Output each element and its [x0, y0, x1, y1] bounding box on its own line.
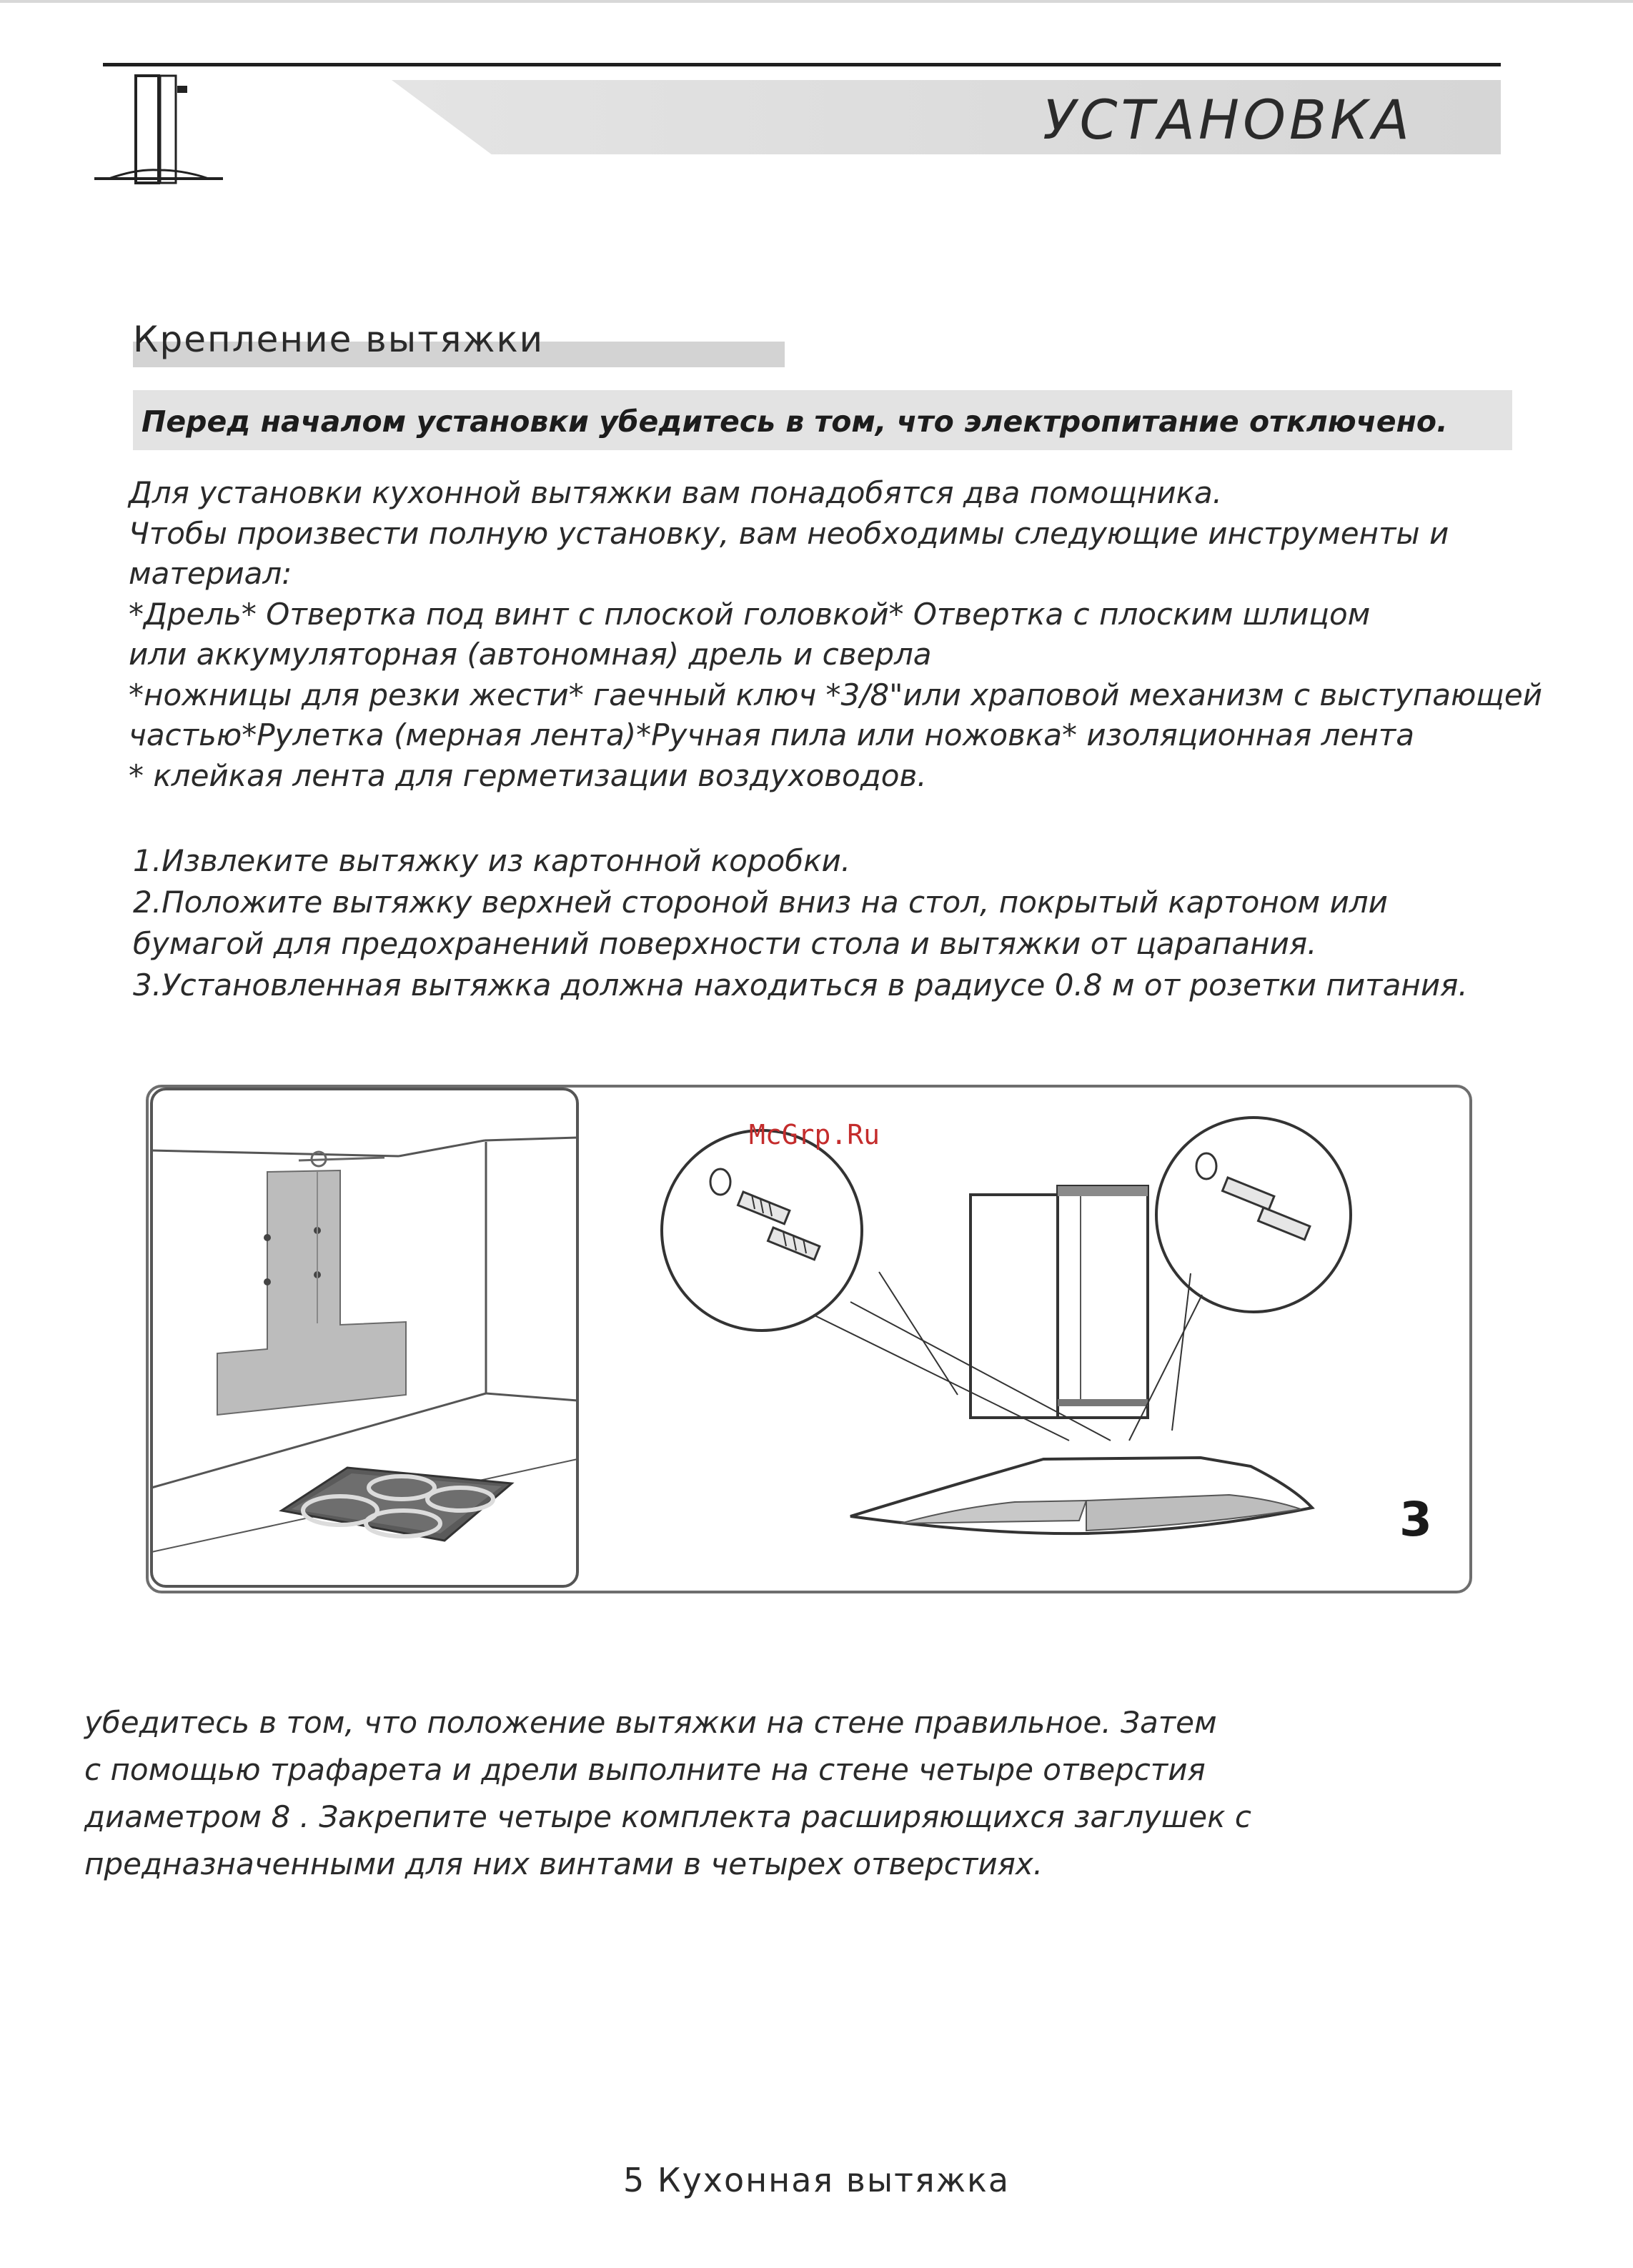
steps-list [133, 840, 1548, 1006]
top-border [0, 0, 1633, 3]
hood-wall-anchors-illustration [586, 1088, 1469, 1591]
body-line: предназначенными для них винтами в четырех отверстиях. [84, 1846, 1043, 1881]
intro-line: частью*Рулетка (мерная лента)*Ручная пила или ножовка* изоляционная лента [129, 717, 1414, 752]
intro-line: материал: [129, 556, 292, 591]
intro-line: * клейкая лента для герметизации воздуховодов. [129, 757, 927, 793]
header-rule [103, 63, 1501, 66]
intro-line: *ножницы для резки жести* гаечный ключ *3/8"или храповой механизм с выступающей [129, 677, 1542, 712]
section-heading: Крепление вытяжки [133, 319, 545, 360]
page-title: УСТАНОВКА [1043, 88, 1413, 151]
step-line: 1.Извлеките вытяжку из картонной коробки. [133, 843, 851, 878]
intro-line: или аккумуляторная (автономная) дрель и сверла [129, 637, 932, 672]
warning-text: Перед началом установки убедитесь в том, что электропитание отключено. [142, 404, 1448, 439]
step-line: бумагой для предохранений поверхности стола и вытяжки от царапания. [133, 926, 1317, 961]
intro-paragraph [129, 473, 1544, 796]
body-line: убедитесь в том, что положение вытяжки на стене правильное. Затем [84, 1705, 1217, 1740]
body-line: диаметром 8 . Закрепите четыре комплекта расширяющихся заглушек с [84, 1799, 1251, 1834]
instruction-paragraph [84, 1699, 1442, 1888]
range-hood-icon [94, 71, 223, 193]
wall-template-cooktop-illustration [149, 1088, 585, 1591]
step-line: 2.Положите вытяжку верхней стороной вниз на стол, покрытый картоном или [133, 885, 1388, 920]
intro-line: Чтобы произвести полную установку, вам необходимы следующие инструменты и [129, 515, 1449, 551]
page-footer: 5 Кухонная вытяжка [622, 2161, 1011, 2199]
intro-line: *Дрель* Отвертка под винт с плоской головкой* Отвертка с плоским шлицом [129, 596, 1371, 632]
figure-number: 3 [1399, 1492, 1432, 1547]
intro-line: Для установки кухонной вытяжки вам понадобятся два помощника. [129, 475, 1223, 510]
body-line: с помощью трафарета и дрели выполните на стене четыре отверстия [84, 1752, 1206, 1787]
watermark: McGrp.Ru [749, 1119, 880, 1150]
step-line: 3.Установленная вытяжка должна находиться в радиусе 0.8 м от розетки питания. [133, 968, 1468, 1003]
